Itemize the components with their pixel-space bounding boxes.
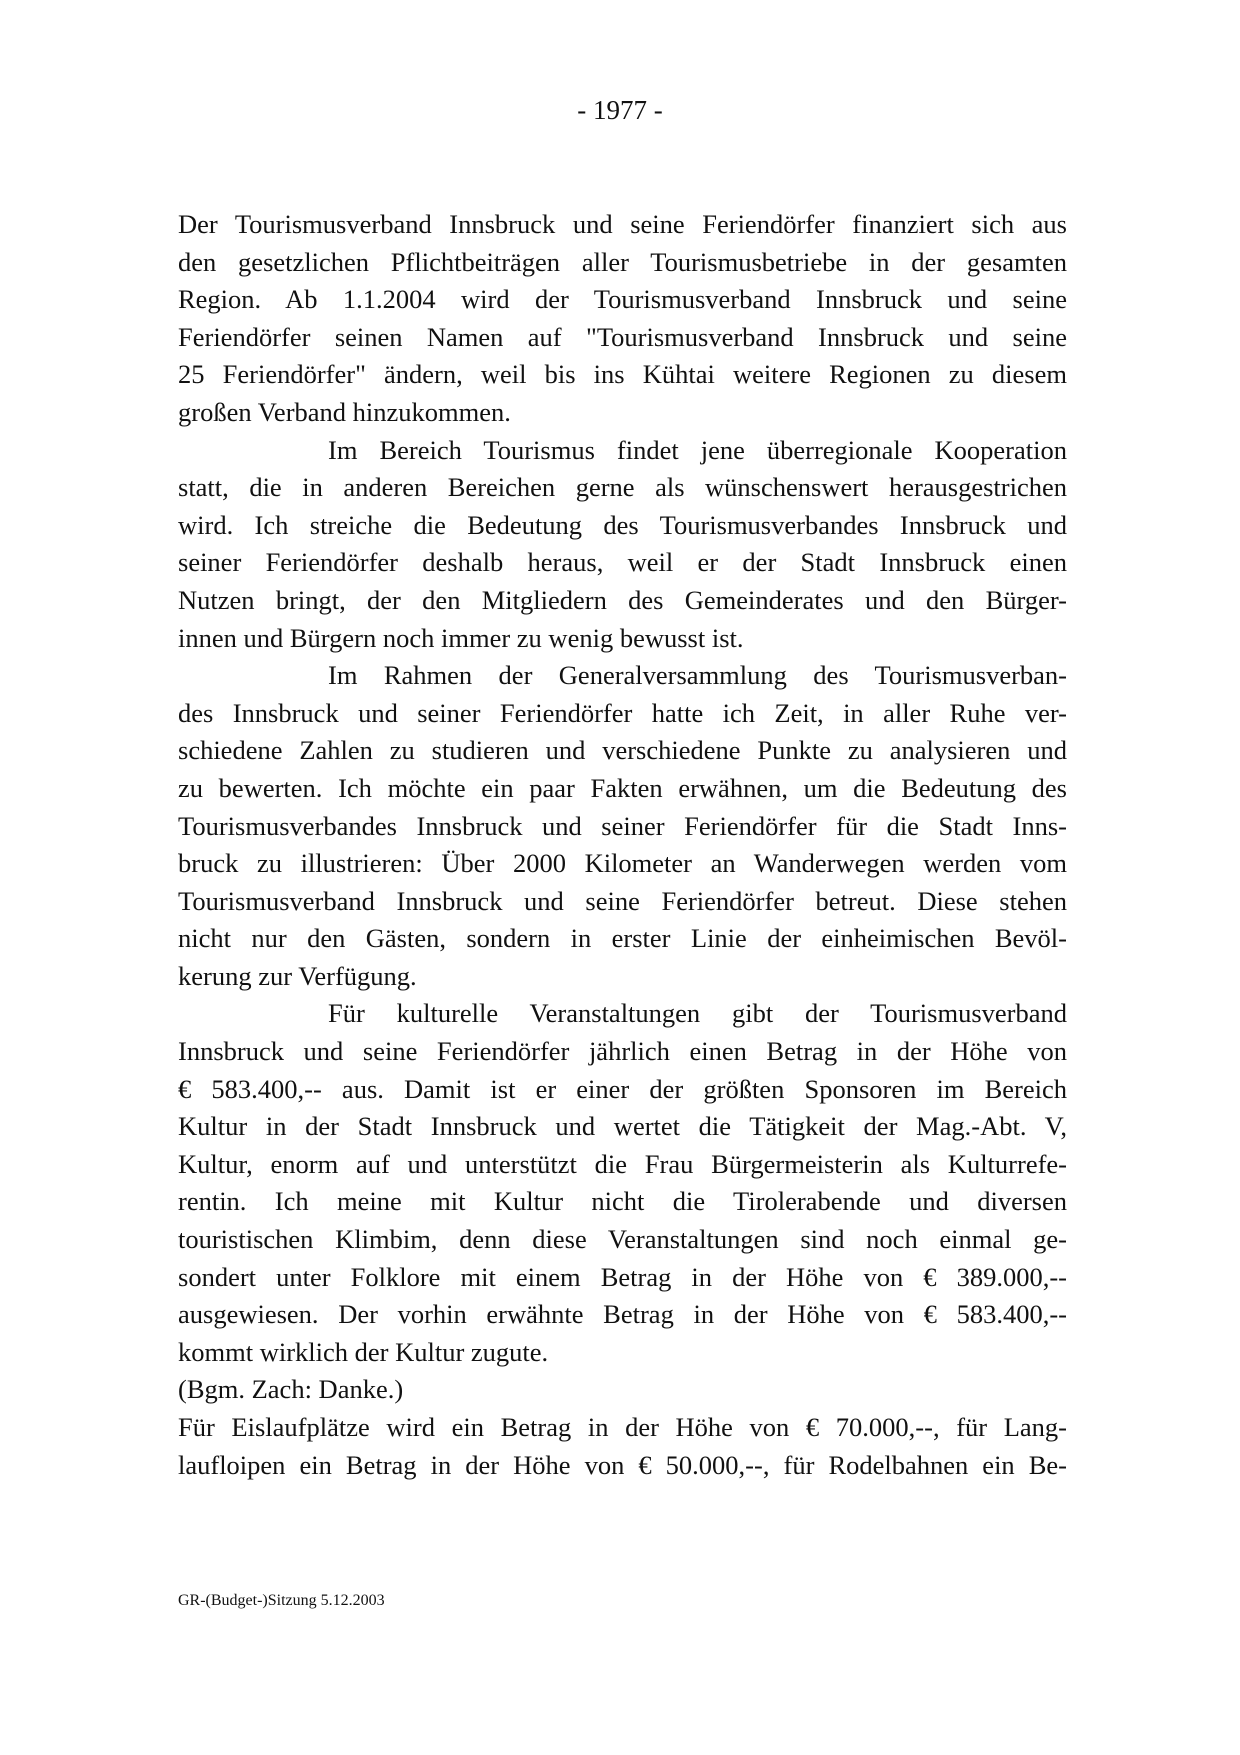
text-line: Der Tourismusverband Innsbruck und seine Feriendörfer finanziert sich aus (178, 209, 1067, 239)
text-line: Tourismusverbandes Innsbruck und seiner Feriendörfer für die Stadt Inns- (178, 810, 1067, 841)
text-line: sondert unter Folklore mit einem Betrag in der Höhe von € 389.000,-- (178, 1261, 1067, 1292)
document-body (178, 206, 1067, 1484)
paragraph (178, 995, 1067, 1371)
text-line: Für kulturelle Veranstaltungen gibt der Tourismusverband (328, 998, 1067, 1029)
text-line: Innsbruck und seine Feriendörfer jährlich einen Betrag in der Höhe von (178, 1036, 1067, 1067)
text-line: seiner Feriendörfer deshalb heraus, weil er der Stadt Innsbruck einen (178, 547, 1067, 578)
page-number: - 1977 - (577, 95, 663, 125)
text-line: Im Bereich Tourismus findet jene überregionale Kooperation (328, 434, 1067, 465)
paragraph (178, 657, 1067, 995)
text-line: Für Eislaufplätze wird ein Betrag in der Höhe von € 70.000,--, für Lang- (178, 1412, 1067, 1442)
text-line: Im Rahmen der Generalversammlung des Tourismusverban- (328, 660, 1067, 691)
text-line: Kultur, enorm auf und unterstützt die Frau Bürgermeisterin als Kulturrefe- (178, 1148, 1067, 1179)
text-line: 25 Feriendörfer" ändern, weil bis ins Kühtai weitere Regionen zu diesem (178, 359, 1067, 390)
text-line: kerung zur Verfügung. (178, 960, 417, 991)
text-line: (Bgm. Zach: Danke.) (178, 1374, 404, 1405)
paragraph (178, 206, 1067, 432)
page-footer: GR-(Budget-)Sitzung 5.12.2003 (178, 1592, 385, 1609)
text-line: rentin. Ich meine mit Kultur nicht die Tirolerabende und diversen (178, 1186, 1067, 1217)
text-line: touristischen Klimbim, denn diese Veranstaltungen sind noch einmal ge- (178, 1224, 1067, 1255)
text-line: den gesetzlichen Pflichtbeiträgen aller Tourismusbetriebe in der gesamten (178, 246, 1067, 277)
text-line: Region. Ab 1.1.2004 wird der Tourismusverband Innsbruck und seine (178, 284, 1067, 315)
text-line: Feriendörfer seinen Namen auf "Tourismusverband Innsbruck und seine (178, 321, 1067, 352)
text-line: statt, die in anderen Bereichen gerne als wünschenswert herausgestrichen (178, 472, 1067, 503)
interjection (178, 1371, 1067, 1409)
text-line: innen und Bürgern noch immer zu wenig bewusst ist. (178, 622, 744, 653)
text-line: Nutzen bringt, der den Mitgliedern des Gemeinderates und den Bürger- (178, 584, 1067, 615)
text-line: bruck zu illustrieren: Über 2000 Kilometer an Wanderwegen werden vom (178, 848, 1067, 879)
text-line: großen Verband hinzukommen. (178, 396, 511, 427)
text-line: kommt wirklich der Kultur zugute. (178, 1336, 549, 1367)
paragraph (178, 432, 1067, 658)
paragraph (178, 1409, 1067, 1484)
text-line: schiedene Zahlen zu studieren und verschiedene Punkte zu analysieren und (178, 735, 1067, 766)
text-line: zu bewerten. Ich möchte ein paar Fakten erwähnen, um die Bedeutung des (178, 772, 1067, 803)
text-line: € 583.400,-- aus. Damit ist er einer der größten Sponsoren im Bereich (178, 1073, 1067, 1104)
text-line: laufloipen ein Betrag in der Höhe von € 50.000,--, für Rodelbahnen ein Be- (178, 1449, 1067, 1480)
text-line: des Innsbruck und seiner Feriendörfer hatte ich Zeit, in aller Ruhe ver- (178, 697, 1067, 728)
text-line: Tourismusverband Innsbruck und seine Feriendörfer betreut. Diese stehen (178, 885, 1067, 916)
text-line: ausgewiesen. Der vorhin erwähnte Betrag in der Höhe von € 583.400,-- (178, 1299, 1067, 1330)
text-line: Kultur in der Stadt Innsbruck und wertet die Tätigkeit der Mag.-Abt. V, (178, 1111, 1067, 1142)
text-line: nicht nur den Gästen, sondern in erster Linie der einheimischen Bevöl- (178, 923, 1067, 954)
text-line: wird. Ich streiche die Bedeutung des Tourismusverbandes Innsbruck und (178, 509, 1067, 540)
